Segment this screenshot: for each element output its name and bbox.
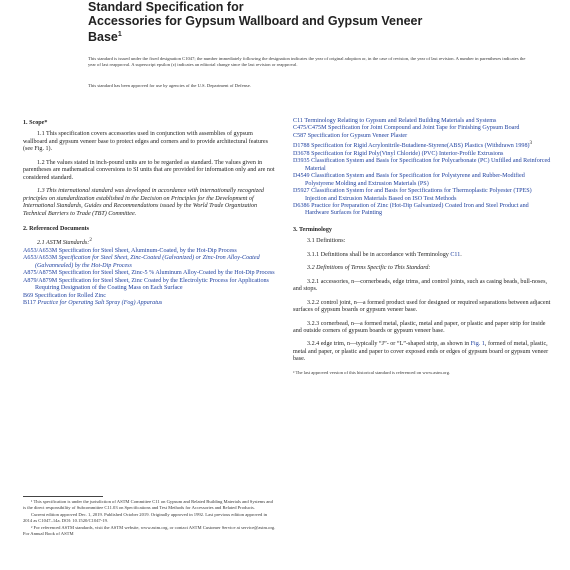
reference-b69[interactable]: B69 Specification for Rolled Zinc — [23, 292, 106, 299]
title-line-1: Standard Specification for — [88, 0, 244, 14]
reference-d4549[interactable]: D4549 Classification System and Basis for Specification for Polystyrene and Rubber-Modified Polystyrene Molding and Extrusion Materials (PS) — [293, 173, 525, 187]
scope-heading: 1. Scope* — [23, 120, 48, 126]
reference-d3935[interactable]: D3935 Classification System and Basis for Specification for Polycarbonate (PC) Unfilled and Reinforced Material — [293, 158, 551, 172]
title-line-3: Base$^1$ — [88, 30, 122, 45]
term-3-2: 3.2 Definitions of Terms Specific to This Standard: — [307, 265, 431, 272]
scope-para-1-3: 1.3 This international standard was developed in accordance with internationally recognized principles on standardization established in the Decision on Principles for the Development of International Standards, Guides and Recommendations issued by the World Trade Organization Technical Barriers to Trade (TBT) Committee. — [23, 188, 264, 217]
reference-d6386[interactable]: D6386 Practice for Preparation of Zinc (Hot-Dip Galvanized) Coated Iron and Steel Product and Hardware Surfaces for Painting — [293, 203, 529, 217]
reference-d1788[interactable]: D1788 Specification for Rigid Acrylonitrile-Butadiene-Styrene(ABS) Plastics (Withdrawn 1998)$^3$ — [293, 140, 533, 150]
footnote-1: ¹ This specification is under the jurisdiction of ASTM Committee C11 on Gypsum and Related Building Materials and Systems and is the direct responsibility of Subcommittee C11.03 on Specifications and Test Methods for Accessories and Related Products. — [23, 499, 273, 510]
footnote-3: ³ The last approved version of this historical standard is referenced on www.astm.org. — [293, 369, 451, 375]
scope-para-1-1: 1.1 This specification covers accessories used in conjunction with assemblies of gypsum wallboard and gypsum veneer base to protect edges and corners and to provide architectural features (see Fig. 1). — [23, 131, 269, 153]
term-3-2-4: 3.2.4 edge trim, n—typically “J”- or “L”-shaped strip, as shown in Fig. 1, formed of metal, plastic, metal and paper, or plastic and paper to cover exposed ends or edges of gypsum board or gypsum veneer base. — [293, 341, 549, 363]
reference-a879[interactable]: A879/A879M Specification for Steel Sheet, Zinc Coated by the Electrolytic Process for Applications Requiring Designation of the Coating Mass on Each Surface — [23, 277, 269, 292]
left-column — [23, 118, 277, 308]
reference-c587[interactable]: C587 Specification for Gypsum Veneer Plaster — [293, 132, 408, 139]
reference-c11[interactable]: C11 Terminology Relating to Gypsum and Related Building Materials and Systems — [293, 118, 497, 124]
right-column — [293, 118, 551, 375]
dod-approval-notice: This standard has been approved for use by agencies of the U.S. Department of Defense. — [88, 83, 251, 88]
scope-para-1-2: 1.2 The values stated in inch-pound units are to be regarded as standard. The values given in parentheses are mathematical conversions to SI units that are provided for information only and are not considered standard. — [23, 159, 275, 181]
term-3-1-1: 3.1.1 Definitions shall be in accordance with Terminology C11. — [307, 251, 462, 258]
reference-a653[interactable]: A653/A653M Specification for Steel Sheet, Zinc-Coated (Galvanized) or Zinc-Iron Alloy-Coated (Galvannealed) by the Hot-Dip Process — [23, 255, 260, 269]
reference-d5927[interactable]: D5927 Classification System for and Basis for Specifications for Thermoplastic Polyester (TPES) Injection and Extrusion Materials Based on ISO Test Methods — [293, 188, 532, 202]
title-line-2: Accessories for Gypsum Wallboard and Gypsum Veneer — [88, 14, 423, 28]
astm-standards-subheading: 2.1 ASTM Standards:$^2$ — [37, 237, 92, 247]
reference-c475[interactable]: C475/C475M Specification for Joint Compound and Joint Tape for Finishing Gypsum Board — [293, 125, 520, 132]
term-3-2-3: 3.2.3 cornerbead, n—a formed metal, plastic, metal and paper, or plastic and paper strip for inside and outside corners of gypsum boards or gypsum veneer base. — [293, 320, 546, 334]
title-footnote-mark: 1 — [117, 31, 122, 38]
designation-notice: This standard is issued under the fixed designation C1047; the number immediately following the designation indicates the year of original adoption or, in the case of revision, the year of last revision. A number in parentheses indicates the year of last reapproval. A superscript epsilon (ε) indicates an editorial change since the last revision or reapproval. — [88, 56, 526, 68]
term-3-2-2: 3.2.2 control joint, n—a formed product used for designed or required separations between adjacent surfaces of gypsum boards or gypsum veneer base. — [293, 299, 551, 314]
reference-a463[interactable]: A653/A653M Specification for Steel Sheet, Aluminum-Coated, by the Hot-Dip Process — [23, 247, 237, 254]
footnote-edition: Current edition approved Dec. 1, 2019. Published October 2019. Originally approved in 1992. Last previous edition approved in 2014 as C1047–14a. DOI: 10.1520/C1047-19. — [23, 512, 268, 523]
link-fig-1[interactable]: Fig. 1 — [470, 341, 485, 348]
reference-d3678[interactable]: D3678 Specification for Rigid Poly(Vinyl Chloride) (PVC) Interior-Profile Extrusions — [293, 150, 504, 157]
link-c11[interactable]: C11 — [450, 251, 461, 258]
reference-b117[interactable]: B117 Practice for Operating Salt Spray (Fog) Apparatus — [23, 300, 163, 307]
document-title — [88, 0, 528, 44]
term-3-2-1: 3.2.1 accessories, n—cornerbeads, edge trims, and control joints, such as casing beads, bull-noses, and stops. — [293, 278, 547, 293]
referenced-documents-heading: 2. Referenced Documents — [23, 225, 90, 232]
terminology-heading: 3. Terminology — [293, 226, 332, 233]
term-3-1: 3.1 Definitions: — [307, 238, 346, 245]
footnote-2: ² For referenced ASTM standards, visit the ASTM website, www.astm.org, or contact ASTM Customer Service at service@astm.org. For Annual Book of ASTM — [23, 525, 276, 536]
reference-a875[interactable]: A875/A875M Specification for Steel Sheet, Zinc-5 % Aluminum Alloy-Coated by the Hot-Dip Process — [23, 270, 275, 277]
footnotes — [23, 499, 277, 539]
footnote-divider — [23, 496, 103, 497]
